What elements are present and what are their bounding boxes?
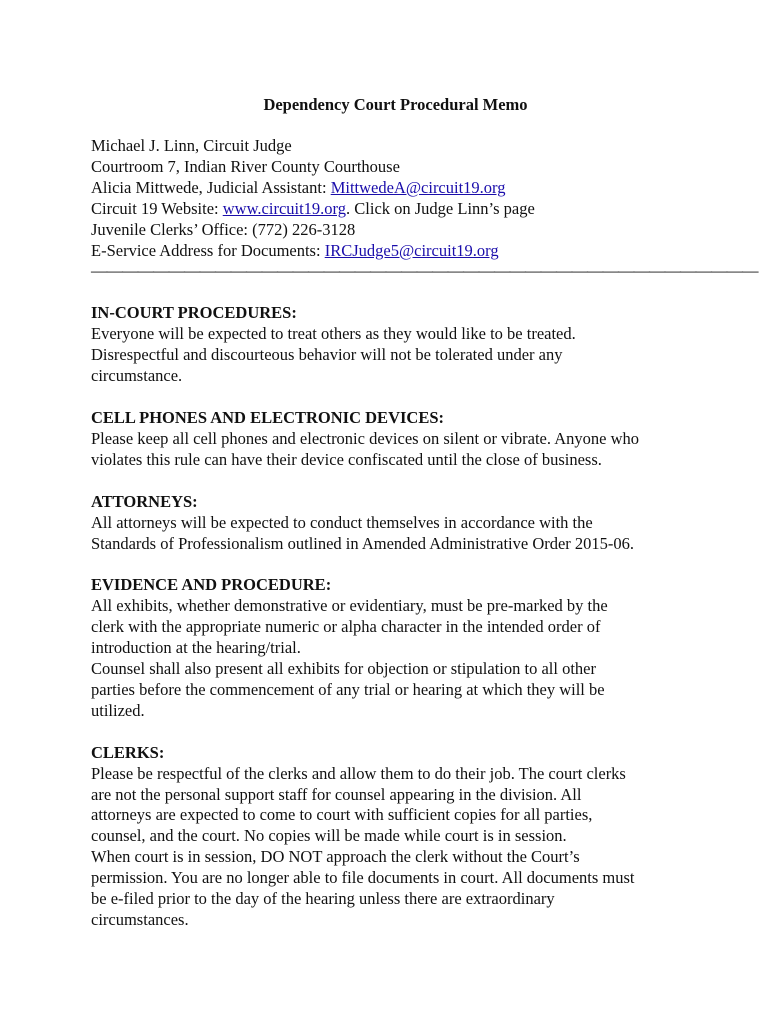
section-line: Everyone will be expected to treat others as they would like to be treated. — [91, 324, 576, 344]
memo-title: Dependency Court Procedural Memo — [263, 95, 528, 114]
section-line: When court is in session, DO NOT approach the clerk without the Court’s — [91, 847, 580, 867]
clerks-office-phone: Juvenile Clerks’ Office: (772) 226-3128 — [91, 219, 356, 239]
section-line: Counsel shall also present all exhibits for objection or stipulation to all other — [91, 659, 596, 679]
assistant-email-link[interactable]: MittwedeA@circuit19.org — [330, 177, 506, 197]
eservice-email-link[interactable]: IRCJudge5@circuit19.org — [324, 240, 499, 260]
section-heading: CLERKS: — [91, 742, 165, 762]
section-clerks — [91, 743, 710, 931]
eservice-label: E-Service Address for Documents: — [91, 240, 325, 260]
website-label: Circuit 19 Website: — [91, 198, 223, 218]
section-attorneys — [91, 492, 710, 555]
section-line: circumstance. — [91, 366, 183, 386]
section-heading: CELL PHONES AND ELECTRONIC DEVICES: — [91, 407, 444, 427]
judge-name: Michael J. Linn, Circuit Judge — [91, 136, 292, 155]
section-line: permission. You are no longer able to file documents in court. All documents must — [91, 868, 635, 888]
website-note: . Click on Judge Linn’s page — [346, 198, 535, 218]
section-cell-phones — [91, 408, 710, 471]
website-link[interactable]: www.circuit19.org — [222, 198, 347, 218]
memo-header — [91, 136, 758, 282]
section-line: clerk with the appropriate numeric or alpha character in the intended order of — [91, 617, 601, 637]
section-line: violates this rule can have their device confiscated until the close of business. — [91, 449, 602, 469]
section-heading: IN-COURT PROCEDURES: — [91, 303, 297, 323]
section-line: All attorneys will be expected to conduct themselves in accordance with the — [91, 512, 593, 532]
section-line: counsel, and the court. No copies will be made while court is in session. — [91, 826, 567, 846]
section-line: circumstances. — [91, 910, 189, 929]
judicial-assistant — [91, 178, 710, 199]
section-line: parties before the commencement of any trial or hearing at which they will be — [91, 679, 605, 699]
section-line: Please be respectful of the clerks and allow them to do their job. The court clerks — [91, 763, 626, 783]
assistant-label: Alicia Mittwede, Judicial Assistant: — [91, 177, 331, 197]
section-heading: ATTORNEYS: — [91, 491, 198, 511]
eservice-address — [91, 241, 710, 262]
section-line: utilized. — [91, 700, 145, 720]
section-line: introduction at the hearing/trial. — [91, 638, 301, 658]
circuit-website — [91, 199, 710, 220]
courtroom-location: Courtroom 7, Indian River County Courthouse — [91, 156, 400, 176]
section-evidence-procedure — [91, 575, 710, 721]
section-in-court-procedures — [91, 303, 710, 387]
section-line: All exhibits, whether demonstrative or evidentiary, must be pre-marked by the — [91, 596, 608, 616]
header-divider: ——————————————————————————————————————————— — [91, 261, 758, 281]
section-line: Please keep all cell phones and electronic devices on silent or vibrate. Anyone who — [91, 428, 639, 448]
section-line: attorneys are expected to come to court with sufficient copies for all parties, — [91, 805, 593, 825]
section-line: be e-filed prior to the day of the hearing unless there are extraordinary — [91, 889, 555, 909]
section-line: Disrespectful and discourteous behavior will not be tolerated under any — [91, 345, 563, 365]
section-heading: EVIDENCE AND PROCEDURE: — [91, 575, 332, 595]
section-line: Standards of Professionalism outlined in Amended Administrative Order 2015-06. — [91, 533, 635, 553]
section-line: are not the personal support staff for counsel appearing in the division. All — [91, 784, 582, 804]
